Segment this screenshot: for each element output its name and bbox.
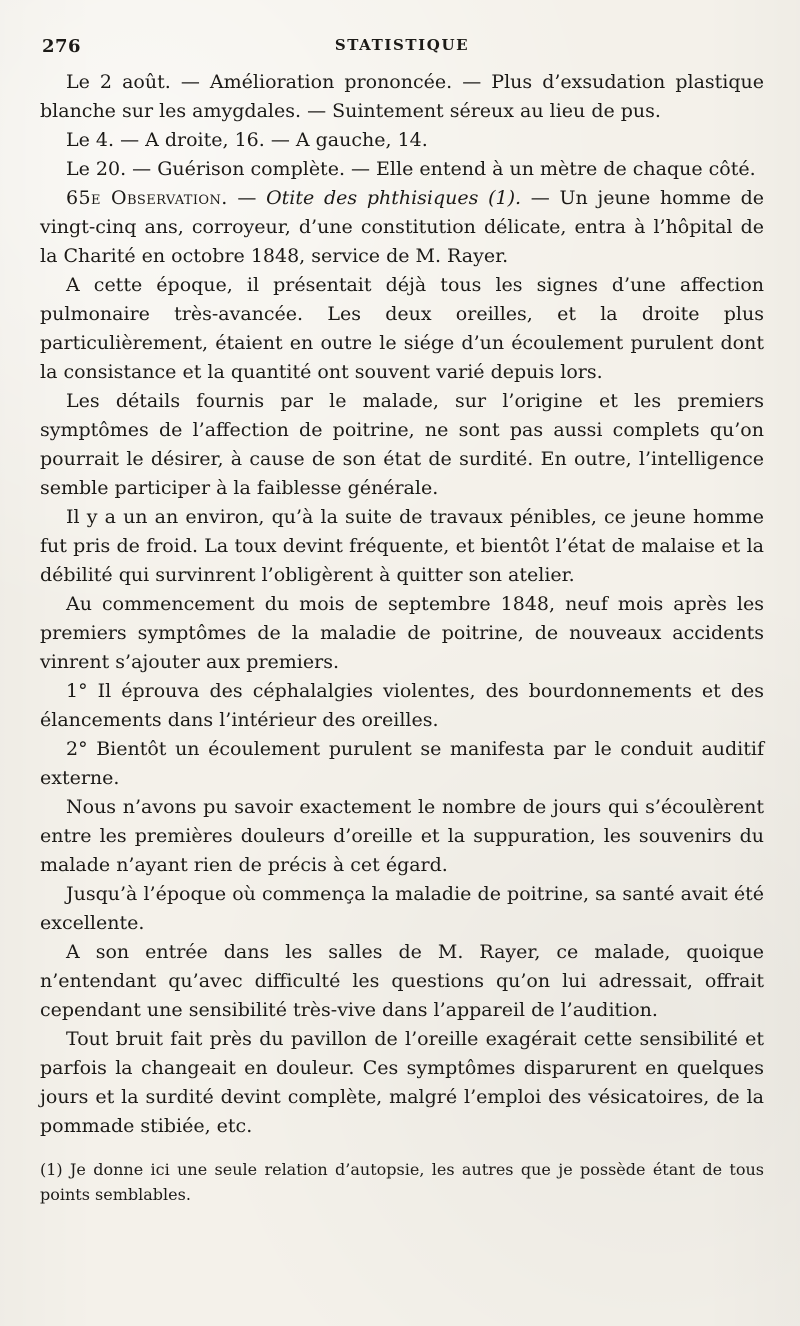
footnote [40, 1157, 764, 1207]
paragraph-11: Nous n’avons pu savoir exactement le nombre de jours qui s’écoulèrent entre les premières douleurs d’oreille et la suppuration, les souvenirs du malade n’ayant rien de précis à cet égard. [40, 796, 764, 876]
page-header [40, 30, 764, 62]
observation-paragraph: 65e Observation. — Otite des phthisiques (1). — Un jeune homme de vingt-cinq ans, corroyeur, d’une constitution délicate, entra à l’hôpital de la Charité en octobre 1848, service de M. Rayer. [40, 187, 764, 267]
paragraph-1: Le 2 août. — Amélioration prononcée. — Plus d’exsudation plastique blanche sur les amygdales. — Suintement séreux au lieu de pus. [40, 71, 764, 122]
paragraph-6: Les détails fournis par le malade, sur l’origine et les premiers symptômes de l’affection de poitrine, ne sont pas aussi complets qu’on pourrait le désirer, à cause de son état de surdité. En outre, l’intelligence semble participer à la faiblesse générale. [40, 390, 764, 499]
running-title: STATISTIQUE [334, 36, 470, 54]
page-number: 276 [42, 36, 82, 57]
paragraph-5: A cette époque, il présentait déjà tous les signes d’une affection pulmonaire très-avancée. Les deux oreilles, et la droite plus particulièrement, étaient en outre le siége d’un écoulement purulent dont la consistance et la quantité ont souvent varié depuis lors. [40, 274, 764, 383]
paragraph-8: Au commencement du mois de septembre 1848, neuf mois après les premiers symptômes de la maladie de poitrine, de nouveaux accidents vinrent s’ajouter aux premiers. [40, 593, 764, 673]
paragraph-10: 2° Bientôt un écoulement purulent se manifesta par le conduit auditif externe. [40, 738, 764, 789]
footnote-text: (1) Je donne ici une seule relation d’autopsie, les autres que je possède étant de tous points semblables. [40, 1160, 764, 1204]
paragraph-3: Le 20. — Guérison complète. — Elle entend à un mètre de chaque côté. [66, 158, 756, 180]
observation-label: 65e Observation. [66, 187, 228, 209]
paragraph-12: Jusqu’à l’époque où commença la maladie de poitrine, sa santé avait été excellente. [40, 883, 764, 934]
observation-title: Otite des phthisiques (1). [266, 187, 522, 209]
main-text [40, 68, 764, 1141]
paragraph-7: Il y a un an environ, qu’à la suite de travaux pénibles, ce jeune homme fut pris de froid. La toux devint fréquente, et bientôt l’état de malaise et la débilité qui survinrent l’obligèrent à quitter son atelier. [40, 506, 764, 586]
paragraph-14: Tout bruit fait près du pavillon de l’oreille exagérait cette sensibilité et parfois la changeait en douleur. Ces symptômes disparurent en quelques jours et la surdité devint complète, malgré l’emploi des vésicatoires, de la pommade stibiée, etc. [40, 1028, 764, 1137]
observation-text: — Un jeune homme de vingt-cinq ans, corroyeur, d’une constitution délicate, entra à l’hôpital de la Charité en octobre 1848, service de M. Rayer. [40, 187, 764, 267]
paragraph-9: 1° Il éprouva des céphalalgies violentes, des bourdonnements et des élancements dans l’intérieur des oreilles. [40, 680, 764, 731]
paragraph-13: A son entrée dans les salles de M. Rayer, ce malade, quoique n’entendant qu’avec difficulté les questions qu’on lui adressait, offrait cependant une sensibilité très-vive dans l’appareil de l’audition. [40, 941, 764, 1021]
paragraph-2: Le 4. — A droite, 16. — A gauche, 14. [66, 129, 428, 151]
